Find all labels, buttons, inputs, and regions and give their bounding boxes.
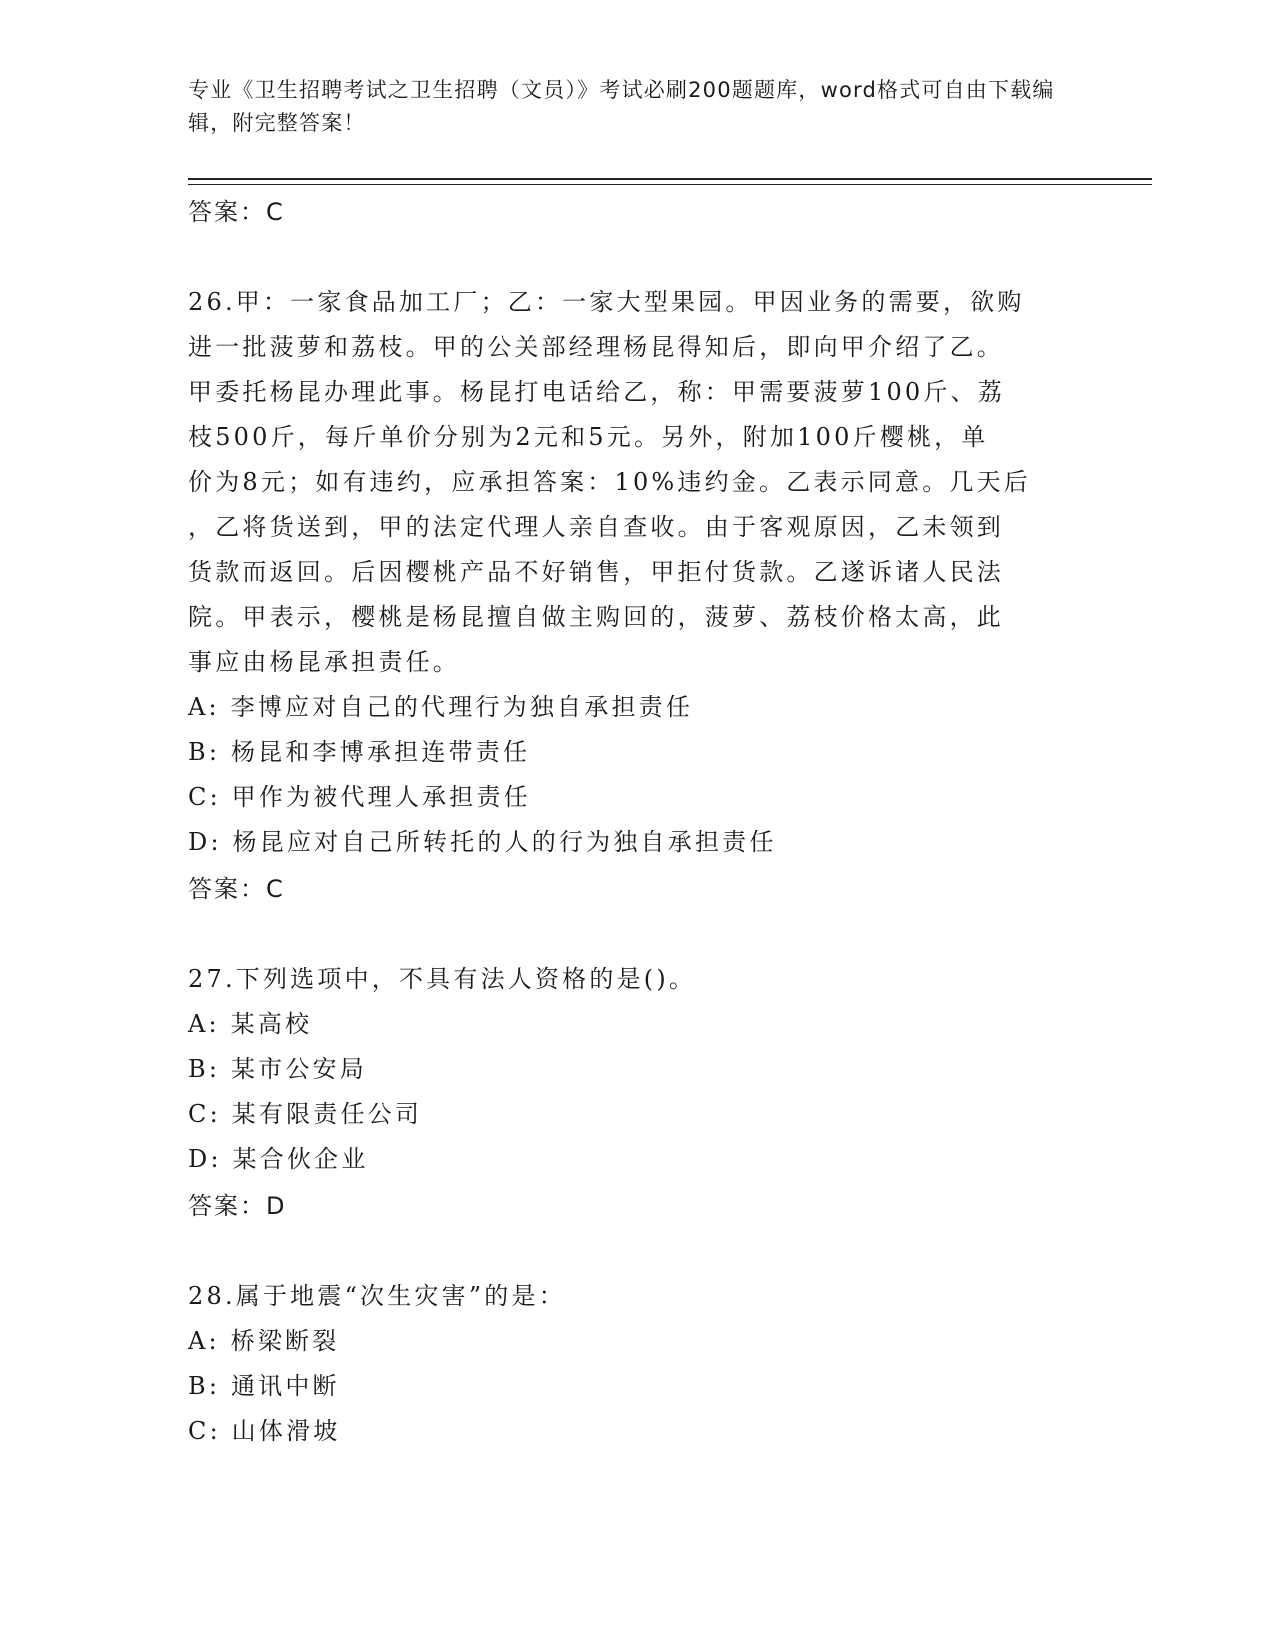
question-26 [188,280,1088,913]
question-stem: 28.属于地震“次生灾害”的是： [188,1282,566,1310]
answer-25: 答案：C [188,198,285,226]
option-b: B: 通讯中断 [188,1372,340,1400]
spacer [188,236,1088,280]
question-28 [188,1274,1088,1454]
header-divider-thin [188,184,1152,185]
option-a: A: 桥梁断裂 [188,1327,340,1355]
spacer [188,913,1088,957]
answer-26: 答案：C [188,875,285,903]
header-divider-thick [188,178,1152,180]
option-b: B: 某市公安局 [188,1055,367,1083]
spacer [188,1230,1088,1274]
option-c: C: 山体滑坡 [188,1417,341,1445]
document-header: 专业《卫生招聘考试之卫生招聘（文员）》考试必刷200题题库，word格式可自由下载编辑，附完整答案！ [188,78,1055,135]
question-list [188,188,1088,1454]
option-d: D: 某合伙企业 [188,1145,369,1173]
option-a: A: 李博应对自己的代理行为独自承担责任 [188,693,694,721]
option-c: C: 甲作为被代理人承担责任 [188,783,531,811]
option-a: A: 某高校 [188,1010,313,1038]
question-27 [188,957,1088,1230]
question-stem: 27.下列选项中，不具有法人资格的是()。 [188,965,697,993]
option-b: B: 杨昆和李博承担连带责任 [188,738,531,766]
option-d: D: 杨昆应对自己所转托的人的行为独自承担责任 [188,828,777,856]
option-c: C: 某有限责任公司 [188,1100,423,1128]
answer-27: 答案：D [188,1192,287,1220]
question-stem: 26.甲：一家食品加工厂；乙：一家大型果园。甲因业务的需要，欲购 进一批菠萝和荔枝。甲的公关部经理杨昆得知后，即向甲介绍了乙。 甲委托杨昆办理此事。杨昆打电话给乙，称：甲需要菠萝100斤、荔 枝500斤，每斤单价分别为2元和5元。另外，附加100斤樱桃，单 价为8元；如有违约，应承担答案：10%违约金。乙表示同意。几天后 ，乙将货送到，甲的法定代理人亲自查收。由于客观原因，乙未领到 货款而返回。后因樱桃产品不好销售，甲拒付货款。乙遂诉诸人民法 院。甲表示，樱桃是杨昆擅自做主购回的，菠萝、荔枝价格太高，此 事应由杨昆承担责任。 [188,288,1032,676]
